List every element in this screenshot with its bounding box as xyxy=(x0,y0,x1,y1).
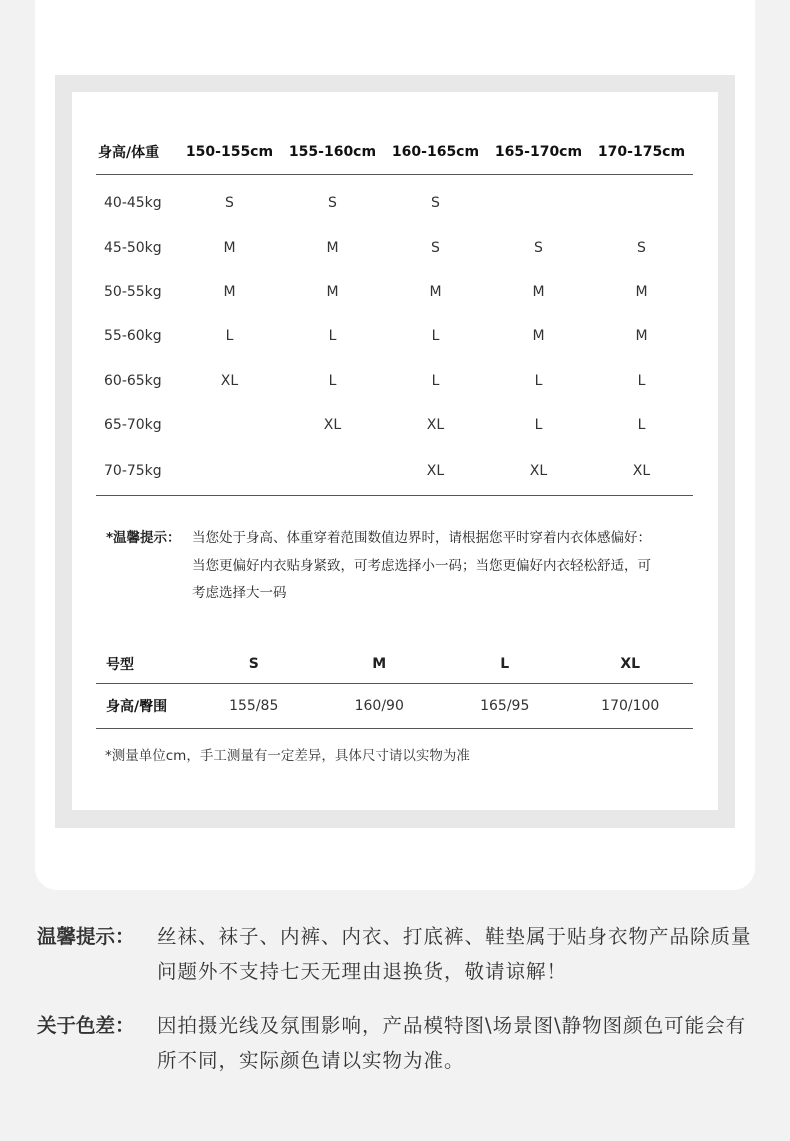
footer-color-label: 关于色差： xyxy=(37,1014,135,1037)
size-cell: M xyxy=(326,239,339,256)
size-cell: M xyxy=(223,239,236,256)
spec-table xyxy=(96,645,693,729)
weight-range-cell: 50-55kg xyxy=(104,283,162,300)
size-cell xyxy=(178,447,281,496)
size-cell xyxy=(178,403,281,447)
size-cell: XL xyxy=(220,372,239,389)
header-height-range: 155-160cm xyxy=(281,130,384,175)
size-cell: M xyxy=(532,283,545,300)
header-height-range: 165-170cm xyxy=(487,130,590,175)
size-chart-row xyxy=(96,314,693,358)
size-chart-row xyxy=(96,359,693,403)
weight-range-cell: 70-75kg xyxy=(96,447,178,496)
spec-header-size: XL xyxy=(568,645,694,684)
size-cell xyxy=(281,447,384,496)
size-cell: XL xyxy=(590,447,693,496)
weight-range-cell: 40-45kg xyxy=(104,195,162,212)
spec-header-row xyxy=(96,645,693,684)
spec-header-size: M xyxy=(317,645,443,684)
header-height-range: 150-155cm xyxy=(178,130,281,175)
size-cell: S xyxy=(534,239,543,256)
spec-row xyxy=(96,684,693,729)
size-cell: M xyxy=(223,283,236,300)
size-cell: M xyxy=(429,283,442,300)
size-chart-table xyxy=(96,130,693,496)
spec-cell: 160/90 xyxy=(317,684,443,729)
size-chart-row xyxy=(96,447,693,496)
size-cell: XL xyxy=(426,417,445,434)
size-cell: M xyxy=(326,283,339,300)
size-cell: L xyxy=(534,372,543,389)
size-cell: S xyxy=(431,195,440,212)
size-cell xyxy=(590,175,693,226)
spec-cell: 155/85 xyxy=(191,684,317,729)
size-cell: S xyxy=(225,195,234,212)
size-chart-row xyxy=(96,175,693,226)
measurement-note: *测量单位cm，手工测量有一定差异，具体尺寸请以实物为准 xyxy=(105,748,470,764)
size-cell: L xyxy=(225,328,234,345)
size-cell: M xyxy=(532,328,545,345)
header-height-range: 170-175cm xyxy=(590,130,693,175)
spec-cell: 170/100 xyxy=(568,684,694,729)
size-cell: M xyxy=(635,283,648,300)
size-tip-text: 当您处于身高、体重穿着范围数值边界时，请根据您平时穿着内衣体感偏好：当您更偏好内衣贴身紧致，可考虑选择小一码；当您更偏好内衣轻松舒适，可考虑选择大一码 xyxy=(192,530,651,601)
size-cell: S xyxy=(637,239,646,256)
footer-color-note xyxy=(37,1008,767,1078)
footer-color-text: 因拍摄光线及氛围影响，产品模特图\场景图\静物图颜色可能会有所不同，实际颜色请以实物为准。 xyxy=(157,1014,747,1072)
size-cell: XL xyxy=(384,447,487,496)
size-cell: L xyxy=(637,372,646,389)
footer-warm-tip xyxy=(37,919,767,989)
weight-range-cell: 55-60kg xyxy=(104,328,162,345)
weight-range-cell: 45-50kg xyxy=(104,239,162,256)
size-cell: XL xyxy=(487,447,590,496)
size-cell: L xyxy=(431,328,440,345)
header-height-range: 160-165cm xyxy=(384,130,487,175)
size-chart-row xyxy=(96,270,693,314)
size-tip xyxy=(106,525,666,608)
footer-warm-tip-text: 丝袜、袜子、内裤、内衣、打底裤、鞋垫属于贴身衣物产品除质量问题外不支持七天无理由退换货，敬请谅解！ xyxy=(157,925,752,983)
size-cell: S xyxy=(431,239,440,256)
size-chart-row xyxy=(96,225,693,269)
size-cell: L xyxy=(328,328,337,345)
size-cell: S xyxy=(328,195,337,212)
spec-header-label: 号型 xyxy=(96,645,191,684)
header-height-weight: 身高/体重 xyxy=(96,130,178,175)
footer-warm-tip-label: 温馨提示： xyxy=(37,925,135,948)
spec-row-label: 身高/臀围 xyxy=(96,684,191,729)
size-cell: L xyxy=(328,372,337,389)
spec-header-size: S xyxy=(191,645,317,684)
size-tip-label: *温馨提示： xyxy=(106,530,181,546)
size-cell: L xyxy=(637,417,646,434)
size-chart-row xyxy=(96,403,693,447)
size-chart-header xyxy=(96,130,693,175)
spec-header-size: L xyxy=(442,645,568,684)
spec-cell: 165/95 xyxy=(442,684,568,729)
size-cell: L xyxy=(431,372,440,389)
size-cell: M xyxy=(635,328,648,345)
weight-range-cell: 60-65kg xyxy=(104,372,162,389)
weight-range-cell: 65-70kg xyxy=(104,417,162,434)
size-cell: XL xyxy=(323,417,342,434)
size-cell: L xyxy=(534,417,543,434)
size-cell xyxy=(487,175,590,226)
